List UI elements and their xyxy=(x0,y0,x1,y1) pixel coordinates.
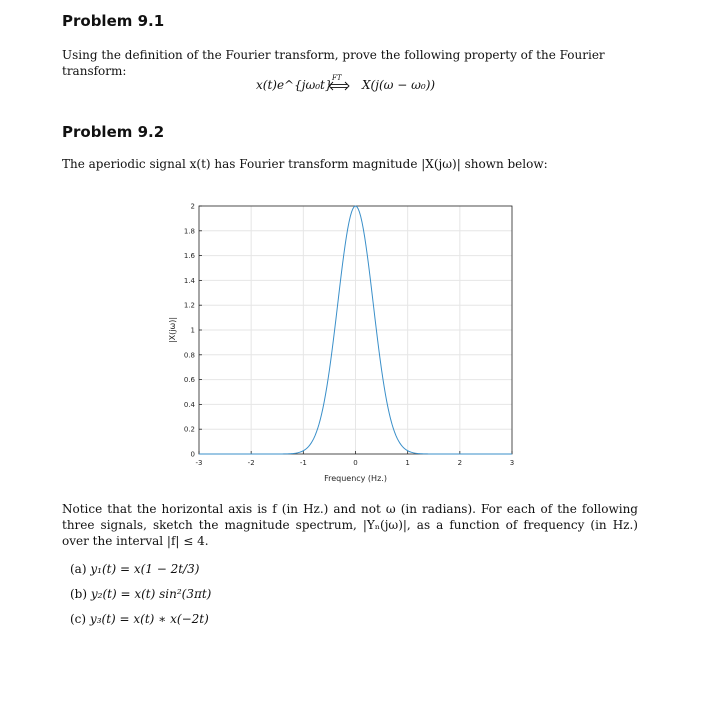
x-axis-label: Frequency (Hz.) xyxy=(324,474,387,483)
x-tick-label: 1 xyxy=(405,459,410,467)
item-a-label: (a) xyxy=(70,562,87,576)
y-tick-label: 1.4 xyxy=(183,276,195,285)
y-axis-label: |X(jω)| xyxy=(168,316,177,344)
item-b xyxy=(70,587,211,601)
y-tick-label: 1.2 xyxy=(183,301,195,310)
item-c-label: (c) xyxy=(70,612,87,626)
notice-paragraph: Notice that the horizontal axis is f (in Hz.) and not ω (in radians). For each of the following three signals, sketch the magnitude spectrum, |Yₙ(jω)|, as a function of frequency (in Hz.) over the interval |f| ≤ 4. xyxy=(62,502,638,548)
item-c xyxy=(70,612,209,626)
y-tick-label: 0.8 xyxy=(183,351,195,360)
item-a xyxy=(70,562,199,576)
problem-9-1-text: Using the definition of the Fourier transform, prove the following property of the Fourier transform: xyxy=(62,48,605,78)
equation-lhs: x(t)e^{jω₀t} xyxy=(256,78,333,92)
item-b-label: (b) xyxy=(70,587,88,601)
problem-9-1-title: Problem 9.1 xyxy=(62,12,165,30)
equation-rhs: X(j(ω − ω₀)) xyxy=(362,78,436,92)
x-tick-label: -2 xyxy=(247,459,255,467)
item-c-expression: y₃(t) = x(t) ∗ x(−2t) xyxy=(89,612,209,626)
problem-9-2-title: Problem 9.2 xyxy=(62,123,165,141)
ft-arrow-label: FT xyxy=(332,74,342,82)
x-tick-label: 2 xyxy=(457,459,463,467)
y-tick-label: 1.8 xyxy=(183,227,195,236)
y-tick-label: 0.6 xyxy=(183,376,195,385)
x-tick-label: 0 xyxy=(353,459,358,467)
y-tick-label: 2 xyxy=(190,202,195,211)
y-tick-label: 1 xyxy=(190,326,195,335)
x-tick-label: 3 xyxy=(509,459,515,467)
problem-9-2-text: The aperiodic signal x(t) has Fourier transform magnitude |X(jω)| shown below: xyxy=(62,157,548,171)
item-b-expression: y₂(t) = x(t) sin²(3πt) xyxy=(90,587,212,601)
y-tick-label: 0 xyxy=(190,450,195,459)
y-tick-label: 0.2 xyxy=(183,425,195,434)
item-a-expression: y₁(t) = x(1 − 2t/3) xyxy=(90,562,200,576)
y-tick-label: 0.4 xyxy=(183,400,195,409)
y-tick-label: 1.6 xyxy=(183,252,195,261)
x-tick-label: -1 xyxy=(299,459,307,467)
x-tick-label: -3 xyxy=(195,459,203,467)
